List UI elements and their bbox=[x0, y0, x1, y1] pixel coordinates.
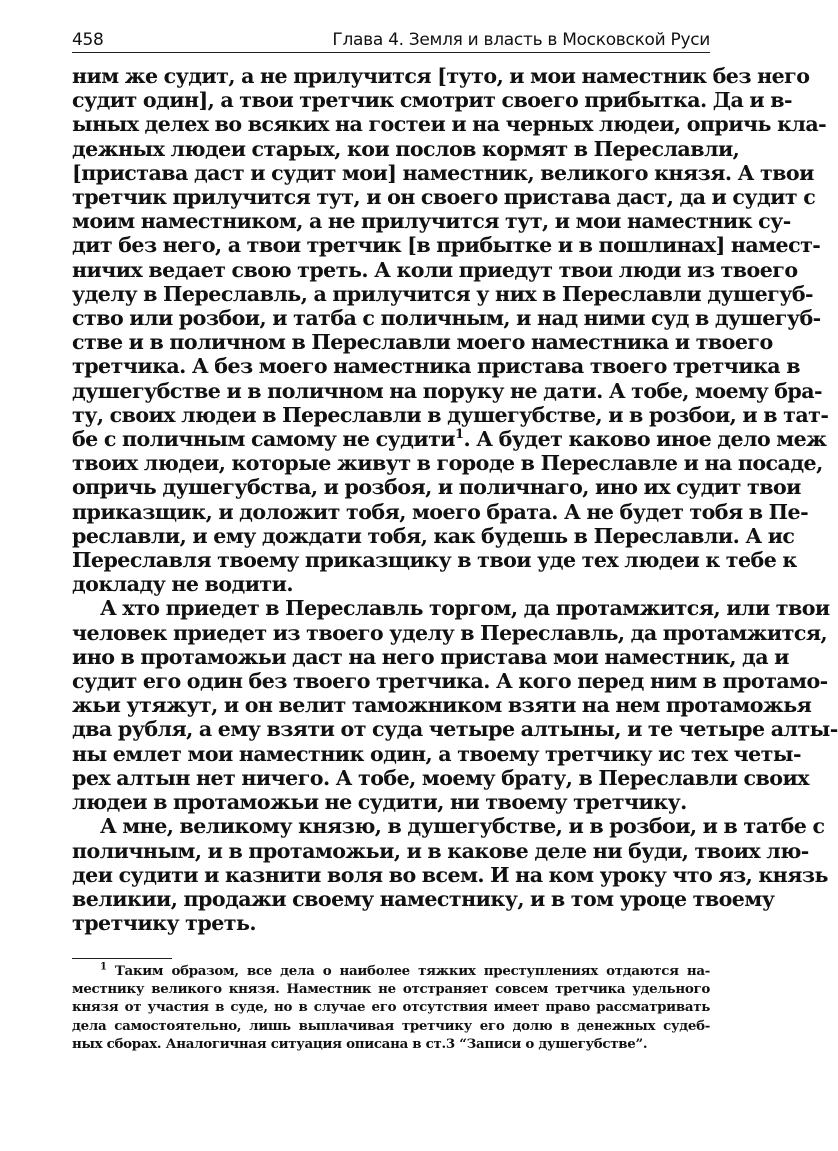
text-line: ничих ведает свою треть. А коли приедут твои люди из твоего bbox=[72, 257, 798, 282]
page-number: 458 bbox=[72, 30, 104, 50]
footnote-line: местнику великого князя. Наместник не отстраняет совсем третчика удельного bbox=[72, 981, 710, 998]
footnote-line: дела самостоятельно, лишь выплачивая третчику его долю в денежных судеб- bbox=[72, 1017, 710, 1034]
text-line: уделу в Переславль, а прилучится у них в Переславли душегуб- bbox=[72, 281, 814, 306]
text-line: ним же судит, а не прилучится [туто, и мои наместник без него bbox=[72, 64, 810, 88]
text-line: ту, своих людеи в Переславли в душегубстве, и в розбои, и в тат- bbox=[72, 402, 829, 427]
text-line: поличным, и в протаможьи, и в какове деле ни буди, твоих лю- bbox=[72, 838, 809, 863]
text-line: жьи утяжут, и он велит таможником взяти на нем протаможья bbox=[72, 693, 812, 718]
text-line: докладу не водити. bbox=[72, 572, 293, 597]
text-line-with-footnote bbox=[72, 427, 827, 452]
text-line: третчику треть. bbox=[72, 911, 257, 936]
footnote-line bbox=[72, 962, 710, 980]
text-line: твоих людеи, которые живут в городе в Переславле и на посаде, bbox=[72, 451, 823, 476]
footnote-reference[interactable]: 1 bbox=[455, 427, 464, 443]
footnote bbox=[72, 962, 710, 1053]
text-line: третчик прилучится тут, и он своего пристава даст, да и судит с bbox=[72, 185, 816, 210]
text-line: А мне, великому князю, в душегубстве, и в розбои, и в татбе с bbox=[100, 814, 825, 839]
text-line: приказщик, и доложит тобя, моего брата. А не будет тобя в Пе- bbox=[72, 499, 809, 524]
paragraph-2 bbox=[72, 596, 838, 815]
footnote-line: князя от участия в суде, но в случае его отсутствия имеет право рассматривать bbox=[72, 999, 710, 1016]
text-segment: Таким образом, все дела о наиболее тяжких преступлениях отдаются на- bbox=[114, 963, 710, 979]
text-line: деи судити и казнити воля во всем. И на ком уроку что яз, князь bbox=[72, 862, 828, 887]
text-line: великии, продажи своему наместнику, и в том уроце твоему bbox=[72, 886, 775, 911]
text-line: судит один], а твои третчик смотрит своего прибытка. Да и в- bbox=[72, 88, 793, 113]
text-line: А хто приедет в Переславль торгом, да протамжится, или твои bbox=[100, 596, 830, 621]
text-line: дежных людеи старых, кои послов кормят в Переславли, bbox=[72, 136, 740, 161]
running-title: Глава 4. Земля и власть в Московской Руси bbox=[332, 30, 710, 50]
footnote-line: ных сборах. Аналогичная ситуация описана в ст.3 “Записи о душегубстве”. bbox=[72, 1035, 648, 1052]
text-line: Переславля твоему приказщику в твои уде тех людеи к тебе к bbox=[72, 548, 797, 573]
paragraph-1 bbox=[72, 64, 829, 597]
text-segment: . А будет каково иное дело меж bbox=[463, 427, 827, 452]
text-line: ино в протаможьи даст на него пристава мои наместник, да и bbox=[72, 644, 789, 669]
text-segment: бе с поличным самому не судити bbox=[72, 427, 456, 452]
text-line: рех алтын нет ничего. А тобе, моему брату, в Переславли своих bbox=[72, 765, 809, 790]
text-line: ны емлет мои наместник один, а твоему третчику ис тех четы- bbox=[72, 741, 801, 766]
paragraph-3 bbox=[72, 814, 828, 936]
text-line: третчика. А без моего наместника пристава твоего третчика в bbox=[72, 354, 800, 379]
text-line: два рубля, а ему взяти от суда четыре алтыны, и те четыре алты- bbox=[72, 717, 838, 742]
text-line: душегубстве и в поличном на поруку не дати. А тобе, моему бра- bbox=[72, 378, 823, 403]
text-line: реславли, и ему дождати тобя, как будешь в Переславли. А ис bbox=[72, 523, 795, 548]
text-line: дит без него, а твои третчик [в прибытке и в пошлинах] намест- bbox=[72, 233, 821, 258]
text-line: ыных делех во всяких на гостеи и на черных людеи, опричь кла- bbox=[72, 112, 827, 137]
text-line: людеи в протаможьи не судити, ни твоему третчику. bbox=[72, 790, 687, 815]
text-line: человек приедет из твоего уделу в Переславль, да протамжится, bbox=[72, 620, 828, 645]
footnote-rule bbox=[72, 958, 172, 959]
page-header bbox=[72, 20, 710, 50]
footnote-mark: 1 bbox=[100, 961, 107, 973]
text-line: моим наместником, а не прилучится тут, и мои наместник су- bbox=[72, 209, 791, 234]
text-line: опричь душегубства, и розбоя, и поличнаго, ино их судит твои bbox=[72, 475, 801, 500]
text-line: ство или розбои, и татба с поличным, и над ними суд в душегуб- bbox=[72, 306, 821, 331]
main-text bbox=[72, 64, 838, 936]
text-line: стве и в поличном в Переславли моего наместника и твоего bbox=[72, 330, 773, 355]
text-line: судит его один без твоего третчика. А кого перед ним в протамо- bbox=[72, 669, 828, 694]
header-rule bbox=[72, 52, 710, 53]
text-line: [пристава даст и судит мои] наместник, великого князя. А твои bbox=[72, 160, 814, 185]
